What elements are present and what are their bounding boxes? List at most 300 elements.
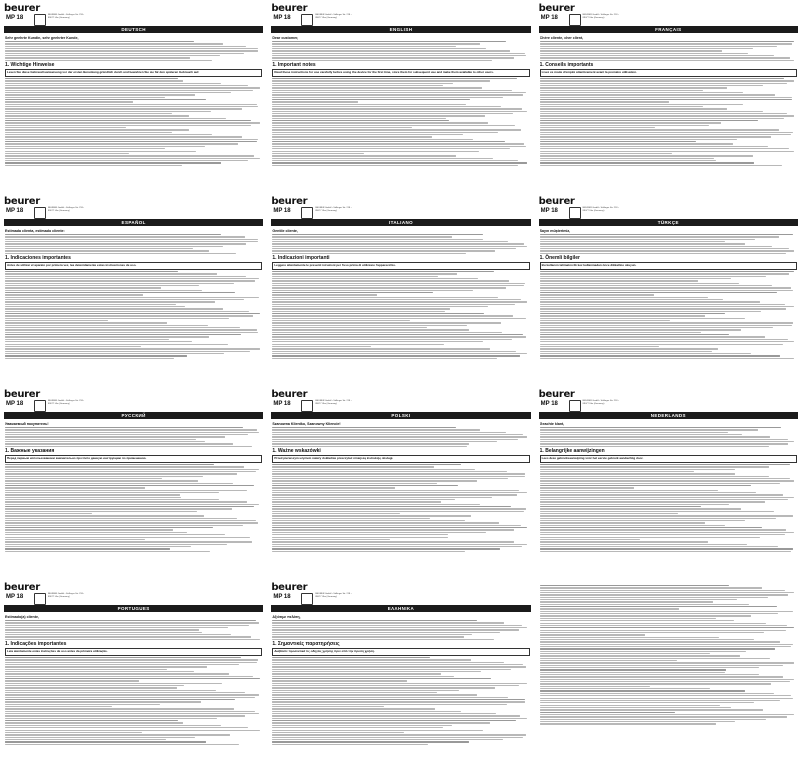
text-line: [272, 627, 527, 628]
ce-mark-icon: [34, 207, 46, 219]
text-line: [5, 120, 251, 121]
text-line: [5, 287, 161, 288]
text-line: [5, 297, 259, 298]
text-line: [540, 648, 775, 649]
text-line: [540, 353, 751, 354]
text-line: [272, 346, 371, 347]
text-line: [272, 664, 523, 665]
text-line: [540, 334, 729, 335]
text-line: [5, 329, 257, 330]
manufacturer-address: BEURER GmbH • Söflinger Str. 218 • 89077 Ulm (Germany): [48, 207, 85, 212]
text-line: [540, 604, 749, 605]
panel-content: [540, 35, 797, 190]
text-line: [272, 325, 467, 326]
text-line: [5, 436, 225, 437]
text-line: [272, 683, 527, 684]
ce-mark-icon: [569, 14, 581, 26]
text-line: [5, 515, 204, 516]
text-line: [272, 83, 453, 84]
text-line: [540, 466, 770, 467]
text-line: [5, 353, 224, 354]
body-text-lines: [5, 620, 262, 640]
text-line: [272, 278, 478, 279]
text-line: [540, 113, 787, 114]
manufacturer-address: BEURER GmbH • Söflinger Str. 218 • 89077 Ulm (Germany): [315, 14, 352, 19]
ce-mark-icon: [34, 593, 46, 605]
text-line: [272, 741, 469, 742]
text-line: [540, 325, 792, 326]
section-heading: 1. Indicações importantes: [5, 640, 67, 647]
brand-logo: beurer: [4, 390, 42, 399]
text-line: [5, 730, 260, 731]
text-line: [272, 332, 502, 333]
text-line: [540, 439, 788, 440]
text-line: [540, 597, 768, 598]
text-line: [5, 701, 201, 702]
section-heading: 1. Σημαντικές παρατηρήσεις: [272, 640, 340, 647]
text-line: [272, 504, 480, 505]
text-line: [272, 43, 480, 44]
text-line: [5, 148, 165, 149]
body-text-lines: [272, 657, 529, 745]
text-line: [5, 139, 258, 140]
panel-content: [272, 614, 529, 769]
text-line: [272, 280, 509, 281]
body-text-lines: [272, 41, 529, 61]
text-line: [272, 490, 519, 491]
language-header: ESPAÑOL: [4, 219, 263, 226]
text-line: [540, 313, 725, 314]
text-line: [5, 108, 242, 109]
text-line: [272, 236, 452, 237]
text-line: [272, 473, 524, 474]
text-line: [272, 718, 527, 719]
text-line: [540, 587, 762, 588]
text-line: [540, 292, 778, 293]
text-line: [5, 336, 209, 337]
text-line: [272, 41, 506, 42]
text-line: [5, 122, 260, 123]
text-line: [272, 687, 495, 688]
text-line: [540, 497, 795, 498]
text-line: [272, 108, 522, 109]
text-line: [272, 494, 517, 495]
text-line: [540, 660, 677, 661]
text-line: [5, 325, 208, 326]
text-line: [272, 515, 471, 516]
text-line: [540, 712, 675, 713]
text-line: [540, 283, 740, 284]
text-line: [540, 278, 732, 279]
text-line: [272, 355, 520, 356]
text-line: [272, 60, 492, 61]
text-line: [5, 704, 160, 705]
text-line: [5, 322, 167, 323]
text-line: [540, 53, 749, 54]
body-text-lines: [5, 657, 262, 745]
text-line: [272, 101, 358, 102]
text-line: [5, 671, 194, 672]
text-line: [272, 636, 464, 637]
text-line: [5, 250, 209, 251]
text-line: [540, 253, 787, 254]
greeting: Estimada clienta, estimado cliente:: [5, 229, 65, 233]
text-line: [272, 311, 445, 312]
text-line: [540, 125, 710, 126]
text-line: [272, 532, 486, 533]
text-line: [272, 158, 493, 159]
text-line: [272, 151, 479, 152]
text-line: [5, 165, 182, 166]
text-line: [272, 136, 431, 137]
text-line: [540, 522, 705, 523]
text-line: [5, 127, 126, 128]
text-line: [5, 527, 213, 528]
text-line: [540, 585, 729, 586]
panel-content: [5, 421, 262, 576]
text-line: [272, 115, 485, 116]
text-line: [5, 669, 167, 670]
text-line: [272, 715, 520, 716]
text-line: [540, 485, 751, 486]
model-number: MP 18: [540, 208, 558, 214]
warning-box: Przed pierwszym użyciem należy dokładnie przeczytać niniejszą instrukcję obsługi.: [272, 455, 529, 462]
text-line: [540, 613, 779, 614]
text-line: [272, 55, 526, 56]
text-line: [540, 153, 673, 154]
text-line: [540, 57, 791, 58]
text-line: [540, 520, 745, 521]
text-line: [540, 483, 780, 484]
text-line: [540, 427, 781, 428]
text-line: [5, 299, 244, 300]
body-text-lines: [272, 464, 529, 552]
text-line: [5, 534, 225, 535]
text-line: [540, 436, 770, 437]
text-line: [540, 693, 775, 694]
text-line: [5, 685, 184, 686]
text-line: [5, 234, 221, 235]
text-line: [540, 653, 710, 654]
text-line: [5, 306, 185, 307]
text-line: [540, 471, 694, 472]
text-line: [540, 719, 767, 720]
text-line: [540, 241, 726, 242]
text-line: [540, 234, 793, 235]
body-text-lines: [272, 427, 529, 447]
text-line: [5, 506, 254, 507]
text-line: [5, 236, 245, 237]
text-line: [540, 327, 774, 328]
language-panel: [535, 579, 802, 772]
greeting: Sehr geehrte Kundin, sehr geehrter Kunde,: [5, 36, 79, 40]
manufacturer-address: BEURER GmbH • Söflinger Str. 218 • 89077 Ulm (Germany): [315, 593, 352, 598]
text-line: [540, 714, 795, 715]
text-line: [540, 294, 654, 295]
text-line: [540, 606, 777, 607]
manufacturer-address: BEURER GmbH • Söflinger Str. 218 • 89077 Ulm (Germany): [48, 593, 85, 598]
model-number: MP 18: [6, 15, 24, 21]
text-line: [540, 667, 759, 668]
text-line: [540, 290, 793, 291]
text-line: [540, 344, 783, 345]
text-line: [540, 99, 793, 100]
section-heading: 1. Важные указания: [5, 447, 55, 454]
text-line: [5, 134, 212, 135]
brand-logo: beurer: [271, 390, 309, 399]
brand-logo: beurer: [4, 197, 42, 206]
text-line: [540, 672, 725, 673]
text-line: [5, 708, 234, 709]
text-line: [5, 241, 258, 242]
text-line: [5, 90, 253, 91]
text-line: [5, 434, 248, 435]
text-line: [540, 139, 738, 140]
text-line: [272, 730, 482, 731]
section-heading: 1. Indicazioni importanti: [272, 254, 330, 261]
text-line: [540, 339, 788, 340]
text-line: [5, 494, 180, 495]
text-line: [540, 97, 792, 98]
text-line: [5, 313, 260, 314]
text-line: [5, 725, 221, 726]
greeting: Dear customer,: [272, 36, 299, 40]
text-line: [5, 341, 192, 342]
body-text-lines: [272, 234, 529, 254]
text-line: [540, 151, 794, 152]
text-line: [272, 92, 526, 93]
text-line: [5, 690, 216, 691]
text-line: [272, 234, 483, 235]
text-line: [272, 487, 394, 488]
text-line: [540, 55, 775, 56]
text-line: [5, 283, 234, 284]
text-line: [272, 351, 516, 352]
text-line: [5, 339, 169, 340]
text-line: [5, 92, 231, 93]
text-line: [5, 485, 254, 486]
text-line: [540, 120, 758, 121]
panel-content: [5, 35, 262, 190]
section-heading: 1. Ważne wskazówki: [272, 447, 321, 454]
text-line: [5, 490, 247, 491]
model-number: MP 18: [540, 401, 558, 407]
text-line: [5, 271, 178, 272]
text-line: [272, 148, 509, 149]
text-line: [540, 336, 765, 337]
text-line: [540, 136, 771, 137]
text-line: [540, 469, 736, 470]
text-line: [540, 513, 679, 514]
text-line: [5, 739, 166, 740]
brand-logo: beurer: [4, 4, 42, 13]
text-line: [540, 674, 759, 675]
text-line: [5, 711, 255, 712]
text-line: [5, 315, 253, 316]
text-line: [540, 618, 716, 619]
text-line: [272, 125, 515, 126]
text-line: [540, 304, 785, 305]
text-line: [540, 348, 719, 349]
text-line: [272, 527, 526, 528]
greeting: Chère cliente, cher client,: [539, 36, 584, 40]
text-line: [540, 544, 748, 545]
text-line: [540, 630, 786, 631]
text-line: [5, 680, 139, 681]
greeting: Sayın müşterimiz,: [539, 229, 571, 233]
text-line: [540, 707, 731, 708]
language-header: POLSKI: [271, 412, 530, 419]
text-line: [272, 313, 484, 314]
text-line: [540, 129, 779, 130]
text-line: [272, 57, 514, 58]
text-line: [272, 632, 499, 633]
text-line: [5, 520, 256, 521]
text-line: [5, 522, 258, 523]
text-line: [272, 537, 447, 538]
text-line: [540, 690, 746, 691]
text-line: [540, 683, 771, 684]
text-line: [5, 718, 217, 719]
text-line: [272, 290, 473, 291]
text-line: [5, 348, 260, 349]
text-line: [272, 680, 407, 681]
text-line: [272, 720, 516, 721]
text-line: [272, 441, 497, 442]
text-line: [540, 539, 641, 540]
text-line: [272, 466, 434, 467]
text-line: [540, 43, 792, 44]
text-line: [540, 501, 765, 502]
text-line: [540, 162, 755, 163]
text-line: [540, 623, 766, 624]
text-line: [540, 446, 769, 447]
greeting: Уважаемый покупатель!: [5, 422, 49, 426]
text-line: [540, 478, 790, 479]
text-line: [5, 525, 243, 526]
text-line: [5, 548, 170, 549]
language-header: NEDERLANDS: [539, 412, 798, 419]
text-line: [540, 639, 754, 640]
text-line: [272, 276, 438, 277]
text-line: [272, 320, 410, 321]
text-line: [5, 539, 145, 540]
body-text-lines: [5, 78, 262, 166]
text-line: [540, 679, 794, 680]
text-line: [5, 308, 223, 309]
section-heading: 1. Conseils importants: [539, 61, 594, 68]
ce-mark-icon: [34, 400, 46, 412]
language-panel: [0, 193, 267, 386]
text-line: [540, 80, 795, 81]
text-line: [540, 590, 785, 591]
text-line: [272, 104, 466, 105]
text-line: [272, 132, 498, 133]
body-text-lines: [540, 427, 797, 447]
text-line: [540, 537, 760, 538]
text-line: [5, 57, 190, 58]
body-text-lines: [5, 234, 262, 254]
text-line: [540, 546, 778, 547]
text-line: [540, 548, 793, 549]
text-line: [540, 239, 756, 240]
brand-logo: beurer: [539, 390, 577, 399]
text-line: [540, 625, 788, 626]
text-line: [272, 464, 461, 465]
text-line: [272, 497, 491, 498]
text-line: [540, 92, 743, 93]
text-line: [5, 106, 258, 107]
section-heading: 1. Indicaciones importantes: [5, 254, 71, 261]
text-line: [272, 134, 463, 135]
text-line: [5, 290, 202, 291]
text-line: [5, 480, 198, 481]
text-line: [5, 727, 248, 728]
warning-box: Leggere attentamente le presenti istruzioni per l'uso prima di utilizzare l'apparecchio.: [272, 262, 529, 269]
text-line: [272, 625, 521, 626]
text-line: [540, 132, 794, 133]
text-line: [272, 146, 525, 147]
text-line: [540, 332, 701, 333]
text-line: [272, 506, 510, 507]
ce-mark-icon: [569, 400, 581, 412]
text-line: [272, 165, 518, 166]
text-line: [5, 118, 226, 119]
text-line: [272, 694, 476, 695]
text-line: [272, 297, 497, 298]
text-line: [540, 655, 740, 656]
model-number: MP 18: [273, 401, 291, 407]
text-line: [5, 657, 241, 658]
text-line: [540, 78, 784, 79]
text-line: [540, 287, 791, 288]
text-line: [5, 683, 222, 684]
text-line: [540, 515, 793, 516]
text-line: [5, 99, 206, 100]
brand-logo: beurer: [271, 4, 309, 13]
text-line: [540, 432, 729, 433]
text-line: [5, 334, 241, 335]
text-line: [540, 511, 774, 512]
text-line: [5, 78, 178, 79]
text-line: [5, 513, 92, 514]
language-panel: [267, 386, 534, 579]
text-line: [540, 94, 775, 95]
text-line: [540, 476, 770, 477]
text-line: [272, 478, 508, 479]
text-line: [272, 436, 527, 437]
text-line: [5, 151, 196, 152]
text-line: [5, 720, 178, 721]
text-line: [5, 253, 236, 254]
body-text-lines: [540, 271, 797, 359]
text-line: [540, 329, 742, 330]
text-line: [272, 657, 429, 658]
text-line: [5, 432, 259, 433]
language-panel: [0, 0, 267, 193]
body-text-lines: [540, 585, 797, 725]
text-line: [272, 308, 450, 309]
language-header: DEUTSCH: [4, 26, 263, 33]
brand-logo: beurer: [271, 197, 309, 206]
body-text-lines: [5, 41, 262, 61]
text-line: [540, 115, 795, 116]
text-line: [272, 673, 441, 674]
text-line: [5, 111, 211, 112]
warning-box: Lesen Sie diese Gebrauchsanweisung vor der ersten Benutzung gründlich durch und bewahren Sie sie für den späteren Gebrauch auf.: [5, 69, 262, 76]
body-text-lines: [272, 271, 529, 359]
text-line: [272, 485, 458, 486]
